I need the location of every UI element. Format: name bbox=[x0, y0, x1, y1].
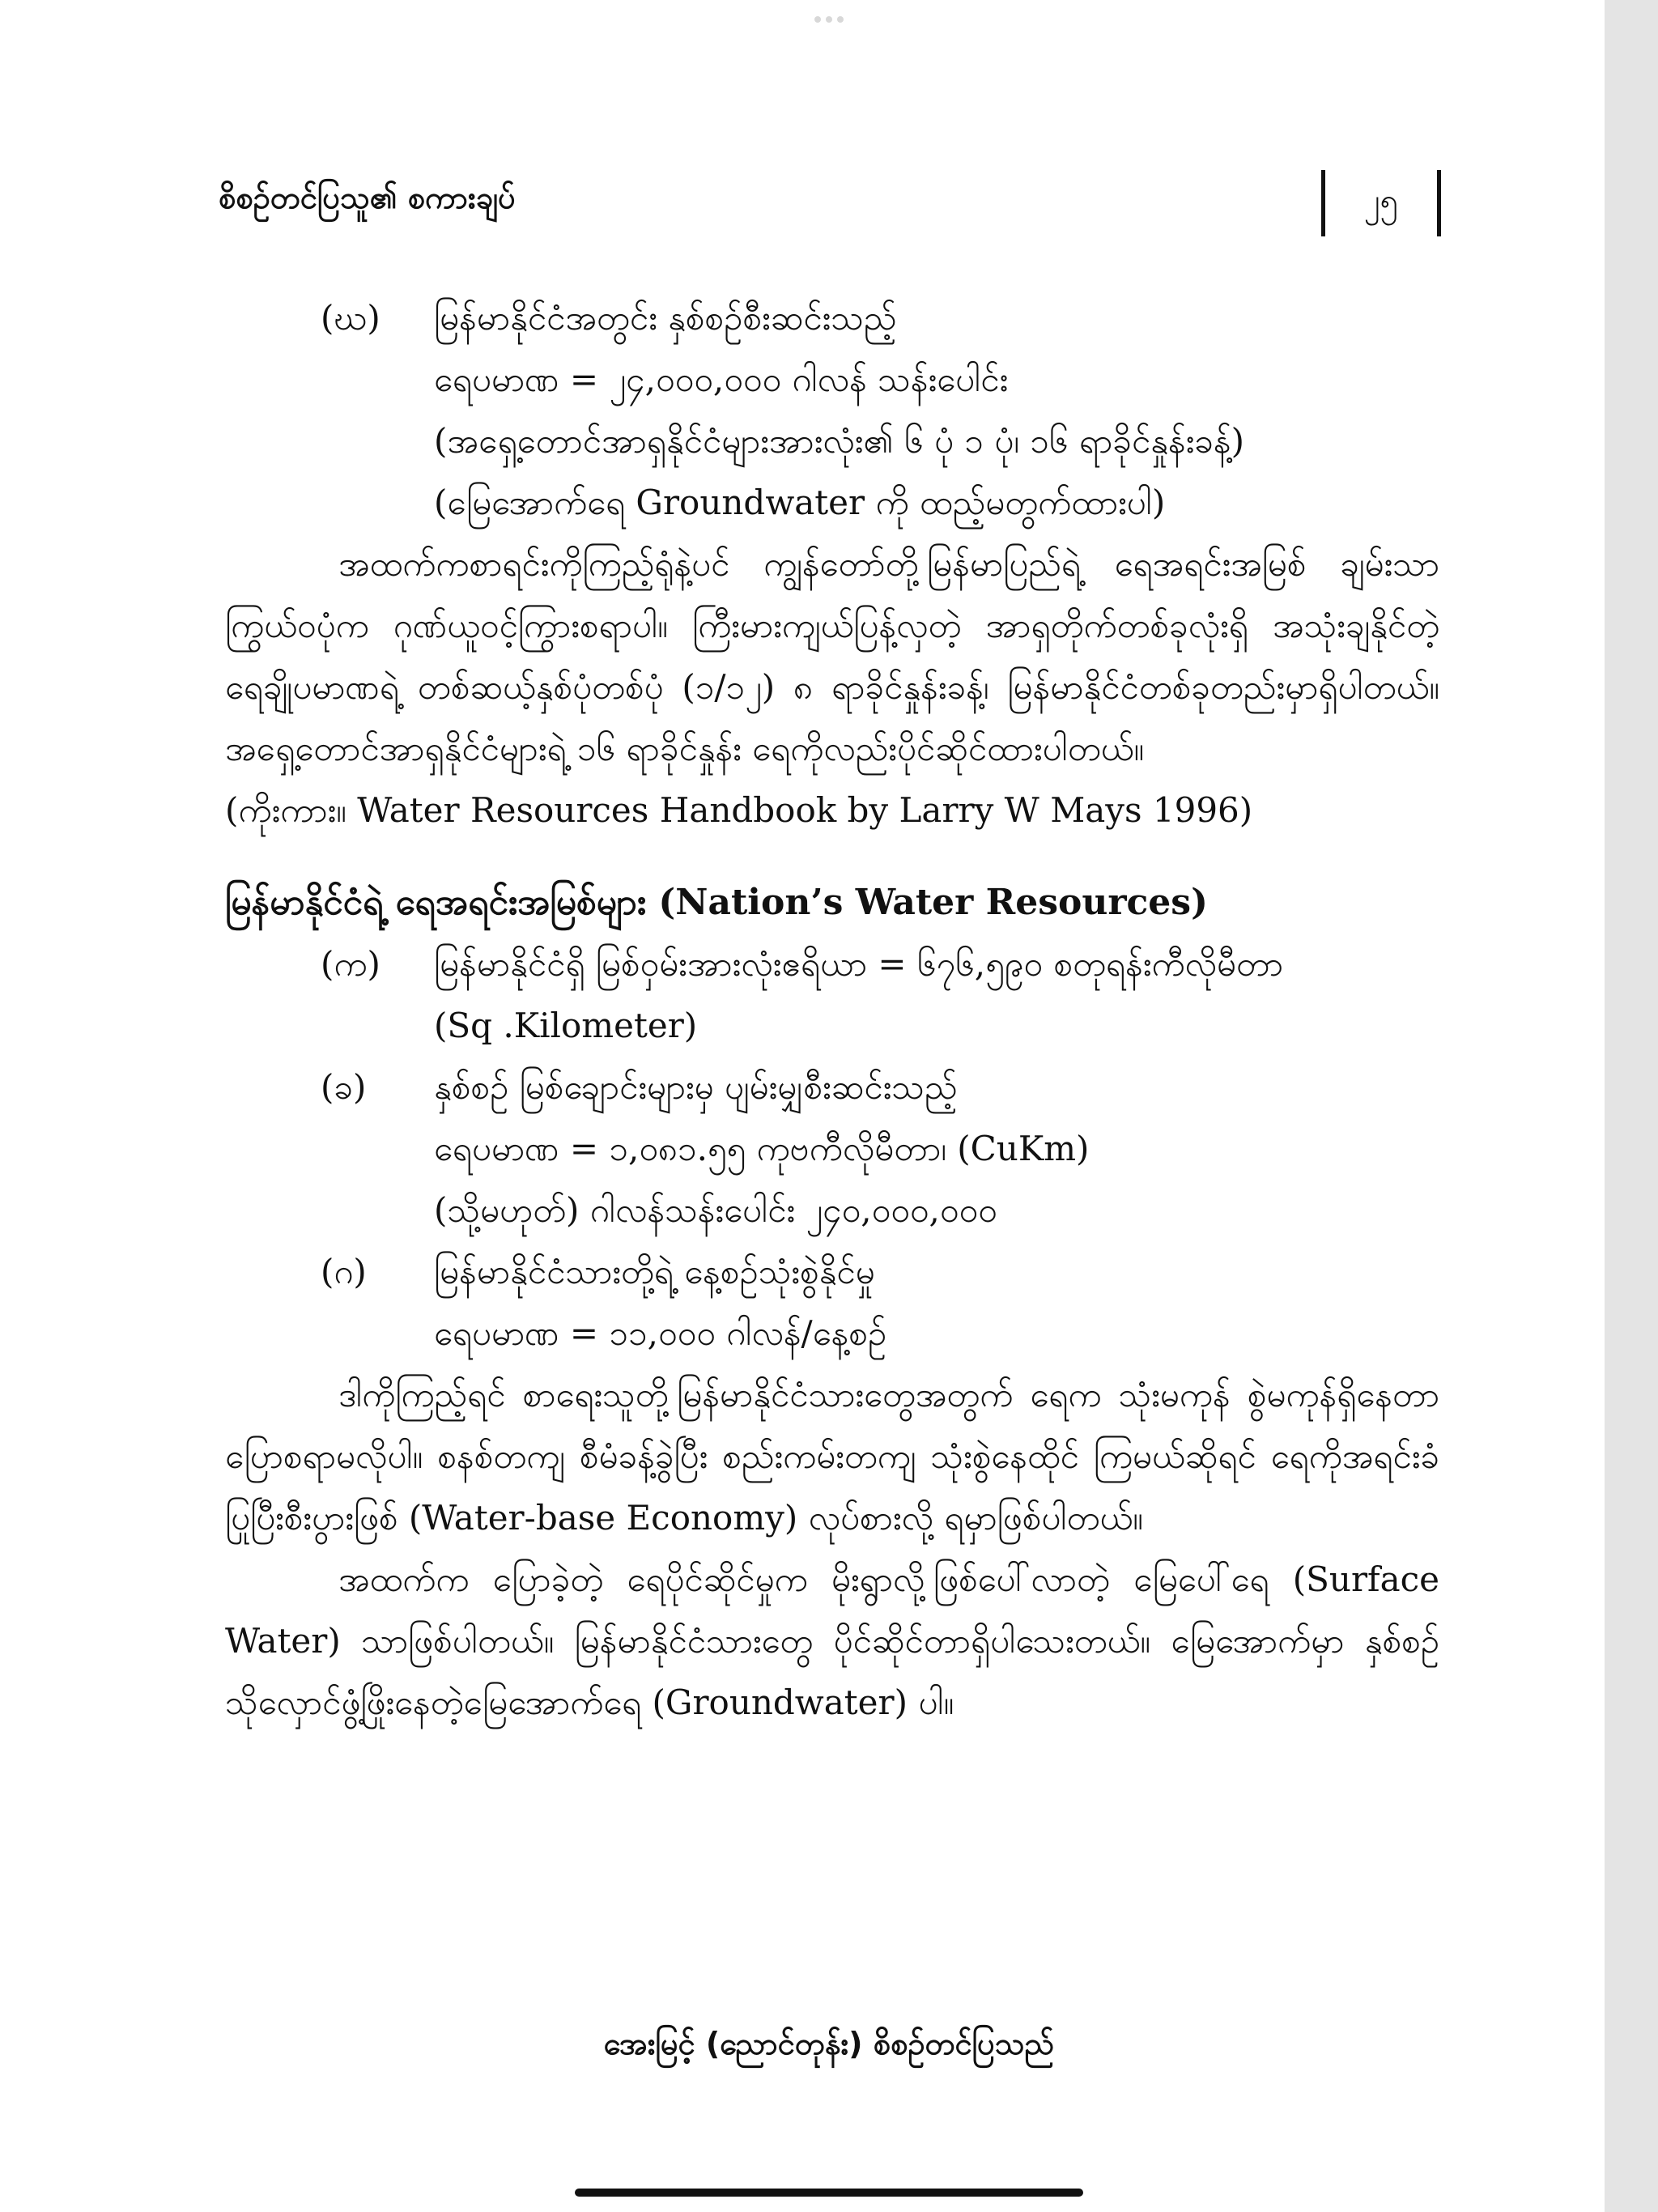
body-paragraph: အထက်က ပြောခဲ့တဲ့ ရေပိုင်ဆိုင်မှုက မိုးရွာလို့ဖြစ်ပေါ်လာတဲ့ မြေပေါ်ရေ (Surface Water) သာဖြစ်ပါတယ်။ မြန်မာနိုင်ငံသားတွေ ပိုင်ဆိုင်တာရှိပါသေးတယ်။ မြေအောက်မှာ နှစ်စဉ်သိုလှောင်ဖွံ့ဖြိုးနေတဲ့မြေအောက်ရေ (Groundwater) ပါ။ bbox=[225, 1559, 1439, 1722]
item-line: (Sq .Kilometer) bbox=[434, 1006, 698, 1045]
running-title: စိစဉ်တင်ပြသူ၏ စကားချပ် bbox=[219, 180, 516, 215]
item-line: ရေပမာဏ = ၁,၀၈၁.၅၅ ကုဗကီလိုမီတာ၊ (CuKm) bbox=[434, 1129, 1090, 1168]
item-line: မြန်မာနိုင်ငံသားတို့ရဲ့ နေ့စဉ်သုံးစွဲနိုင်မှု bbox=[434, 1252, 875, 1291]
page-number-box bbox=[1321, 170, 1441, 236]
scroll-gutter bbox=[1605, 0, 1658, 2212]
page-body bbox=[225, 287, 1439, 1733]
item-line: မြန်မာနိုင်ငံအတွင်း နှစ်စဉ်စီးဆင်းသည့် bbox=[434, 298, 897, 338]
body-paragraph: အထက်ကစာရင်းကိုကြည့်ရုံနဲ့ပင် ကျွန်တော်တို့မြန်မာပြည်ရဲ့ ရေအရင်းအမြစ် ချမ်းသာကြွယ်ဝပုံက ဂုဏ်ယူဝင့်ကြွားစရာပါ။ ကြီးမားကျယ်ပြန့်လှတဲ့ အာရှတိုက်တစ်ခုလုံးရှိ အသုံးချနိုင်တဲ့ ရေချိုပမာဏရဲ့ တစ်ဆယ့်နှစ်ပုံတစ်ပုံ (၁/၁၂) ၈ ရာခိုင်နှုန်းခန့်၊ မြန်မာနိုင်ငံတစ်ခုတည်းမှာရှိပါတယ်။ အရှေ့တောင်အာရှနိုင်ငံများရဲ့ ၁၆ ရာခိုင်နှုန်း ရေကိုလည်းပိုင်ဆိုင်ထားပါတယ်။ bbox=[225, 544, 1439, 768]
top-grabber[interactable] bbox=[810, 16, 848, 23]
section-heading bbox=[225, 872, 1439, 934]
item-line: (မြေအောက်ရေ Groundwater ကို ထည့်မတွက်ထားပါ) bbox=[434, 483, 1166, 522]
list-item-kha bbox=[225, 1057, 1439, 1241]
item-line: (အရှေ့တောင်အာရှနိုင်ငံများအားလုံး၏ ၆ ပုံ ၁ ပုံ၊ ၁၆ ရာခိုင်နှုန်းခန့်) bbox=[434, 421, 1244, 461]
list-item-gha bbox=[225, 287, 1439, 534]
page-footer: အေးမြင့် (ညောင်တုန်း) စိစဉ်တင်ပြသည် bbox=[603, 2026, 1055, 2061]
item-line: (သို့မဟုတ်) ဂါလန်သန်းပေါင်း ၂၄၀,၀၀၀,၀၀၀ bbox=[434, 1190, 997, 1230]
item-marker: (ဂ) bbox=[321, 1252, 367, 1291]
item-marker: (က) bbox=[321, 944, 380, 984]
item-line: နှစ်စဉ် မြစ်ချောင်းများမှ ပျမ်းမျှစီးဆင်းသည့် bbox=[434, 1067, 958, 1107]
list-item-ka bbox=[225, 934, 1439, 1057]
body-paragraph: ဒါကိုကြည့်ရင် စာရေးသူတို့မြန်မာနိုင်ငံသားတွေအတွက် ရေက သုံးမကုန် စွဲမကုန်ရှိနေတာ ပြောစရာမလိုပါ။ စနစ်တကျ စီမံခန့်ခွဲပြီး စည်းကမ်းတကျ သုံးစွဲနေထိုင် ကြမယ်ဆိုရင် ရေကိုအရင်းခံပြုပြီးစီးပွားဖြစ် (Water-base Economy) လုပ်စားလို့ ရမှာဖြစ်ပါတယ်။ bbox=[225, 1375, 1439, 1538]
item-marker: (ဃ) bbox=[321, 298, 380, 338]
page-number: ၂၅ bbox=[1363, 181, 1399, 219]
item-line: မြန်မာနိုင်ငံရှိ မြစ်ဝှမ်းအားလုံးဧရိယာ = ၆၇၆,၅၉၀ စတုရန်းကီလိုမီတာ bbox=[434, 944, 1284, 984]
home-indicator[interactable] bbox=[575, 2189, 1083, 2197]
reference-citation: (ကိုးကား။ Water Resources Handbook by Larry W Mays 1996) bbox=[225, 790, 1253, 830]
list-item-ga bbox=[225, 1241, 1439, 1364]
page-header bbox=[219, 170, 1441, 243]
heading-myanmar: မြန်မာနိုင်ငံရဲ့ ရေအရင်းအမြစ်များ bbox=[225, 882, 647, 923]
heading-english: (Nation’s Water Resources) bbox=[658, 882, 1208, 923]
item-line: ရေပမာဏ = ၁၁,၀၀၀ ဂါလန်/နေ့စဉ် bbox=[434, 1313, 887, 1353]
item-line: ရေပမာဏ = ၂၄,၀၀၀,၀၀၀ ဂါလန် သန်းပေါင်း bbox=[434, 359, 1009, 399]
item-marker: (ခ) bbox=[321, 1067, 367, 1107]
